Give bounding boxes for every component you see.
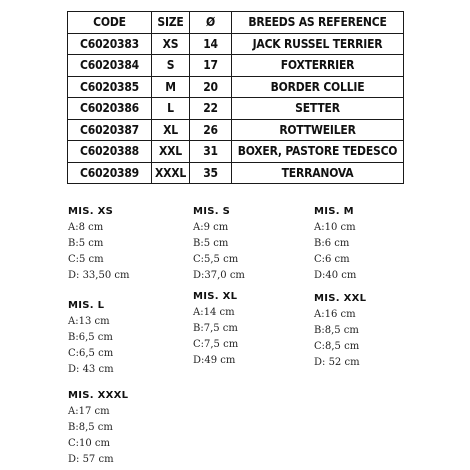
cell-size: XXL [152,141,190,163]
measure-a: A:17 cm [68,406,110,417]
measure-a: A:16 cm [314,309,356,320]
measure-d: D: 43 cm [68,364,114,375]
measurements-section [68,204,408,466]
table-header-row [68,12,404,34]
measure-block-xxxl [68,388,178,468]
measure-a: A:13 cm [68,316,110,327]
cell-diameter: 31 [190,141,232,163]
measure-d: D:49 cm [193,355,236,366]
cell-code: C6020388 [68,141,152,163]
cell-size: XS [152,33,190,55]
table-row [68,119,404,141]
measure-c: C:5 cm [68,254,104,265]
measure-b: B:7,5 cm [193,323,238,334]
cell-size: L [152,98,190,120]
measure-b: B:5 cm [68,238,104,249]
cell-breed: FOXTERRIER [232,55,404,77]
measure-c: C:6,5 cm [68,348,114,359]
measure-c: C:10 cm [68,438,111,449]
measure-c: C:6 cm [314,254,350,265]
cell-breed: JACK RUSSEL TERRIER [232,33,404,55]
table-row [68,141,404,163]
measure-title: MIS. XXL [314,293,367,304]
cell-breed: SETTER [232,98,404,120]
table-row [68,55,404,77]
cell-diameter: 20 [190,76,232,98]
cell-diameter: 35 [190,162,232,184]
measure-a: A:10 cm [314,222,356,233]
measure-a: A:14 cm [193,307,235,318]
cell-breed: TERRANOVA [232,162,404,184]
cell-breed: ROTTWEILER [232,119,404,141]
size-table [67,11,404,184]
cell-code: C6020389 [68,162,152,184]
cell-breed: BOXER, PASTORE TEDESCO [232,141,404,163]
cell-diameter: 14 [190,33,232,55]
table-row [68,33,404,55]
cell-size: XL [152,119,190,141]
cell-size: S [152,55,190,77]
measure-c: C:5,5 cm [193,254,239,265]
measure-block-m [314,204,424,284]
cell-size: M [152,76,190,98]
measure-b: B:6,5 cm [68,332,113,343]
measure-d: D: 33,50 cm [68,270,130,281]
cell-code: C6020383 [68,33,152,55]
table-row [68,162,404,184]
measure-title: MIS. XL [193,291,238,302]
measure-block-xl [193,289,303,369]
cell-code: C6020386 [68,98,152,120]
cell-breed: BORDER COLLIE [232,76,404,98]
cell-diameter: 17 [190,55,232,77]
measure-b: B:5 cm [193,238,229,249]
measure-block-xxl [314,291,424,371]
measure-title: MIS. XS [68,206,114,217]
table-row [68,98,404,120]
cell-code: C6020384 [68,55,152,77]
measure-title: MIS. XXXL [68,390,129,401]
table-row [68,76,404,98]
measure-b: B:6 cm [314,238,350,249]
header-size: SIZE [152,12,190,34]
measure-c: C:8,5 cm [314,341,360,352]
measure-d: D:40 cm [314,270,357,281]
cell-code: C6020387 [68,119,152,141]
measure-b: B:8,5 cm [314,325,359,336]
measure-block-s [193,204,303,284]
measure-d: D:37,0 cm [193,270,245,281]
measure-block-xs [68,204,178,284]
cell-size: XXXL [152,162,190,184]
measure-d: D: 52 cm [314,357,360,368]
measure-d: D: 57 cm [68,454,114,465]
header-diameter: Ø [190,12,232,34]
measure-a: A:8 cm [68,222,104,233]
header-breeds: BREEDS AS REFERENCE [232,12,404,34]
cell-code: C6020385 [68,76,152,98]
cell-diameter: 26 [190,119,232,141]
measure-b: B:8,5 cm [68,422,113,433]
measure-block-l [68,298,178,378]
measure-title: MIS. L [68,300,105,311]
cell-diameter: 22 [190,98,232,120]
measure-a: A:9 cm [193,222,229,233]
measure-title: MIS. M [314,206,354,217]
measure-title: MIS. S [193,206,231,217]
header-code: CODE [68,12,152,34]
measure-c: C:7,5 cm [193,339,239,350]
